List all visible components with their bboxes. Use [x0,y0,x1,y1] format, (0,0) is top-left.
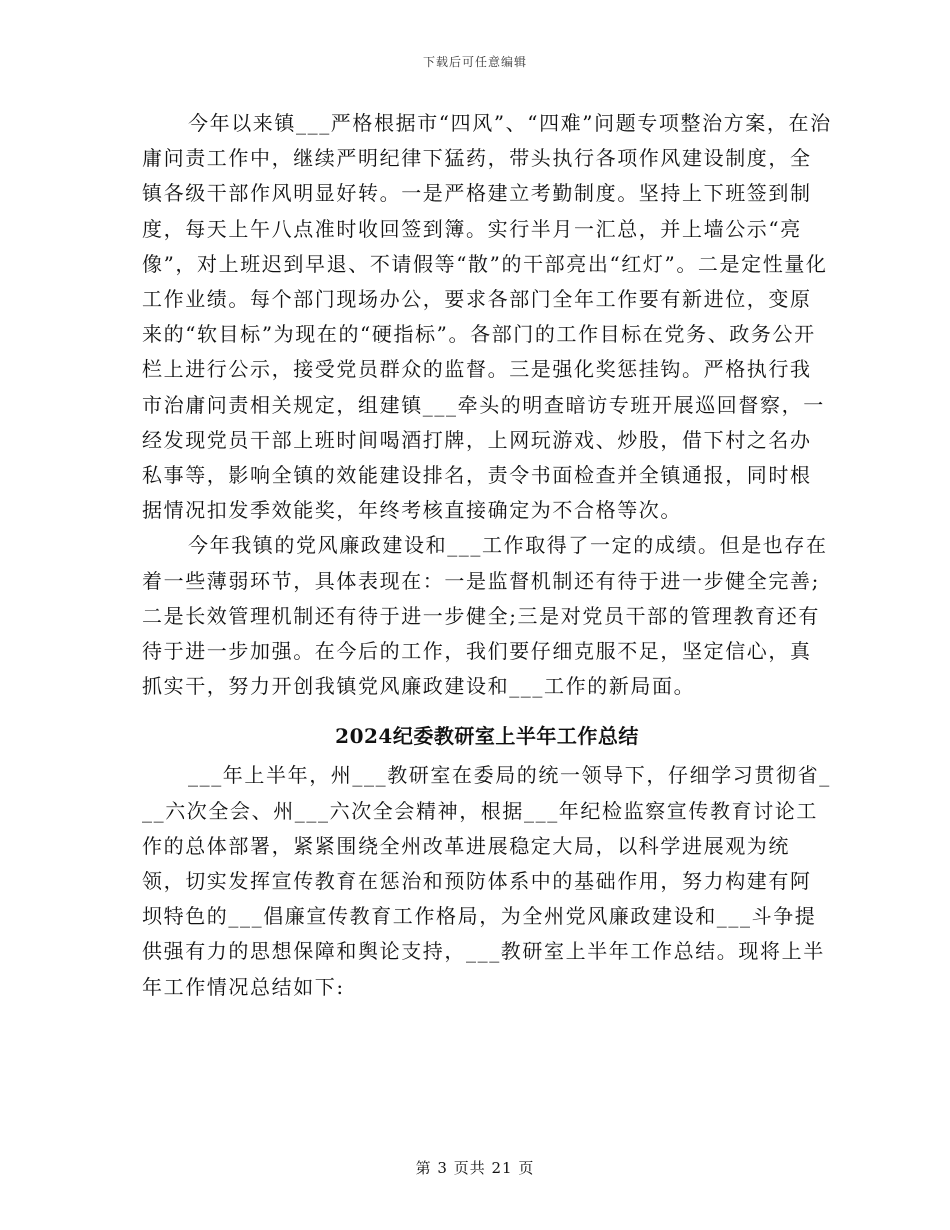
page-number-footer: 第 3 页共 21 页 [415,1159,535,1177]
document-body [142,106,832,1005]
paragraph-summary-intro: ___年上半年，州___教研室在委局的统一领导下，仔细学习贯彻省___六次全会、州___六次全会精神，根据___年纪检监察宣传教育讨论工作的总体部署，紧紧围绕全州改革进展稳定大局，以科学进展观为统领，切实发挥宣传教育在惩治和预防体系中的基础作用，努力构建有阿坝特色的___倡廉宣传教育工作格局，为全州党风廉政建设和___斗争提供强有力的思想保障和舆论支持，___教研室上半年工作总结。现将上半年工作情况总结如下: [142,763,831,999]
paragraph-work-style: 今年以来镇___严格根据市“四风”、“四难”问题专项整治方案，在治庸问责工作中，继续严明纪律下猛药，带头执行各项作风建设制度，全镇各级干部作风明显好转。一是严格建立考勤制度。坚持上下班签到制度，每天上午八点准时收回签到簿。实行半月一汇总，并上墙公示“亮像”，对上班迟到早退、不请假等“散”的干部亮出“红灯”。二是定性量化工作业绩。每个部门现场办公，要求各部门全年工作要有新进位，变原来的“软目标”为现在的“硬指标”。各部门的工作目标在党务、政务公开栏上进行公示，接受党员群众的监督。三是强化奖惩挂钩。严格执行我市治庸问责相关规定，组建镇___牵头的明查暗访专班开展巡回督察，一经发现党员干部上班时间喝酒打牌，上网玩游戏、炒股，借下村之名办私事等，影响全镇的效能建设排名，责令书面检查并全镇通报，同时根据情况扣发季效能奖，年终考核直接确定为不合格等次。 [142,111,832,523]
section-title: 2024纪委教研室上半年工作总结 [335,724,639,749]
paragraph-shortcomings: 今年我镇的党风廉政建设和___工作取得了一定的成绩。但是也存在着一些薄弱环节，具体表现在：一是监督机制还有待于进一步健全完善;二是长效管理机制还有待于进一步健全;三是对党员干部的管理教育还有待于进一步加强。在今后的工作，我们要仔细克服不足，坚定信心，真抓实干，努力开创我镇党风廉政建设和___工作的新局面。 [142,533,828,699]
header-note: 下载后可任意编辑 [422,55,527,69]
